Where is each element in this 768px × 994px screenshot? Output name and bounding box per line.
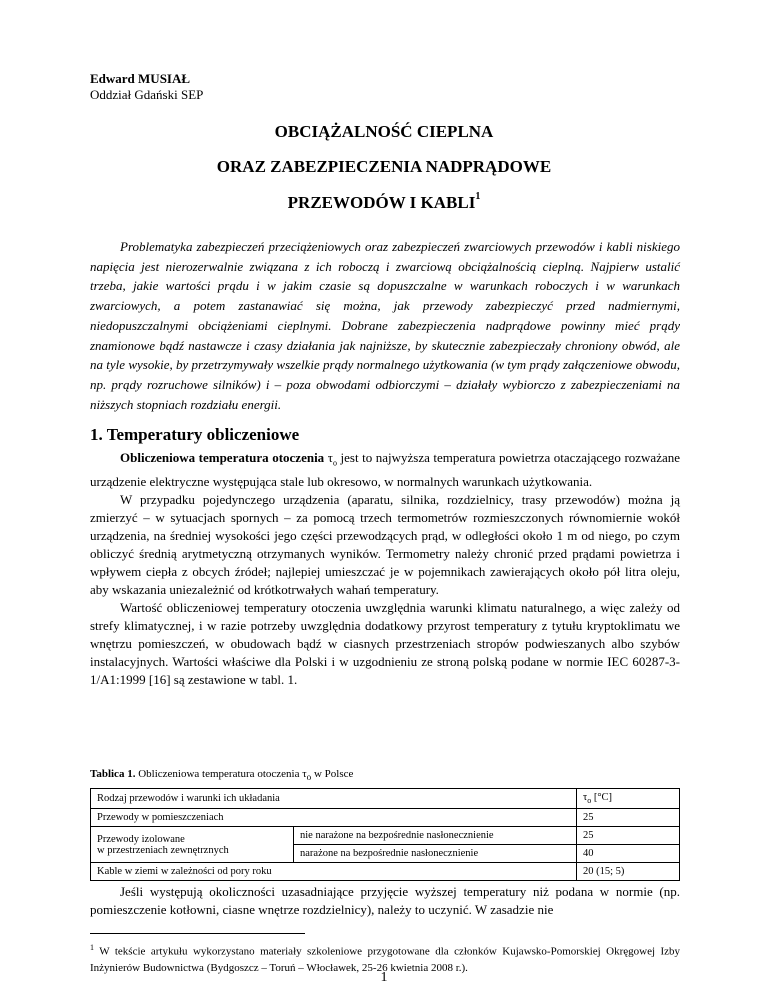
tau-symbol: $\tau_o$ — [327, 450, 337, 468]
abstract: Problematyka zabezpieczeń przeciążeniowych oraz zabezpieczeń zwarciowych przewodów i kabli niskiego napięcia jest nierozerwalnie związana z ich roboczą i zwarciową obciążalnością cieplną. Najpierw ustalić trzeba, jakie wartości prądu i w jakim czasie są dopuszczalne w warunkach roboczych i w warunkach zwarciowych, a potem zastanawiać się można, jak przewody zabezpieczyć przed nadmiernymi, niedopuszczalnymi obciążeniami cieplnymi. Dobrane zabezpieczenia nadprądowe powinny mieć prądy znamionowe bądź nastawcze i czasy działania jak najniższe, by skutecznie zabezpieczały chroniony obwód, ale na tyle wysokie, by przetrzymywały wszelkie prądy normalnego użytkowania (w tym prądy załączeniowe obwodu, np. prądy rozruchowe silników) i – poza obwodami odbiorczymi – działały wybiorczo z zabezpieczeniami na niższych stopniach rozdziału energii. — [90, 239, 680, 412]
author-affiliation: Oddział Gdański SEP — [90, 87, 204, 102]
footnote: $^1$ W tekście artykułu wykorzystano materiały szkoleniowe przygotowane dla członków Kujawsko-Pomorskiej Okręgowej Izby Inżynierów Budownictwa (Bydgoszcz – Toruń – Włocławek, 25-26 kwietnia 2008 r.). — [90, 943, 680, 974]
table-row: Przewody w pomieszczeniach 25 — [91, 809, 680, 827]
title-line-1: OBCIĄŻALNOŚĆ CIEPLNA — [274, 122, 494, 141]
title-line-2: ORAZ ZABEZPIECZENIA NADPRĄDOWE — [216, 157, 552, 176]
table-header-right: $\tau_o$ [°C] — [577, 789, 680, 809]
paragraph-3: Wartość obliczeniowej temperatury otoczenia uwzględnia warunki klimatu naturalnego, a więc zależy od strefy klimatycznej, i w razie potrzeby uwzględnia dodatkowy przyrost temperatury z tytułu kryptoklimatu we wnętrzu pomieszczeń, w obudowach bądź w ciasnych przestrzeniach stropów podwieszanych albo szybów instalacyjnych. Wartości właściwe dla Polski i w uzgodnieniu ze stroną polską podane w normie IEC 60287-3-1/A1:1999 [16] są zestawione w tabl. 1. — [90, 599, 680, 687]
paragraph-2: W przypadku pojedynczego urządzenia (aparatu, silnika, rozdzielnicy, trasy przewodów) można ją zmierzyć – w sytuacjach spornych – za pomocą trzech termometrów rozmieszczonych równomiernie wokół urządzenia, na średniej wysokości jego części przewodzących prąd, w odległości około 1 m od niego, po czym obliczyć średnią arytmetyczną otrzymanych wyników. Termometry należy chronić przed prądami powietrza i wpływem ciepła z obcych źródeł; najlepiej umieszczać je w pojemnikach zawierających około pół litra oleju, aby wskazania uniezależnić od krótkotrwałych wahań temperatury. — [90, 491, 680, 597]
table-header-left: Rodzaj przewodów i warunki ich układania — [91, 789, 577, 809]
author-block — [90, 71, 203, 103]
title-footnote-mark: 1 — [475, 191, 481, 203]
table-row: Przewody izolowane w przestrzeniach zewnętrznych nie narażone na bezpośrednie nasłonecznienie 25 — [91, 827, 680, 845]
table-caption: Tablica 1. Obliczeniowa temperatura otoczenia $\tau_o$ w Polsce — [90, 768, 354, 783]
section-body — [90, 449, 680, 689]
section-heading: 1. Temperatury obliczeniowe — [90, 425, 300, 444]
page-number: 1 — [380, 970, 388, 985]
table-header-row — [91, 789, 680, 809]
table-group-label: Przewody izolowane w przestrzeniach zewnętrznych — [91, 827, 294, 863]
paragraph-1: Obliczeniowa temperatura otoczenia $\tau_o$ jest to najwyższa temperatura powietrza otaczającego rozważane urządzenie elektryczne występująca stale lub okresowo, w normalnych warunkach użytkowania. — [90, 450, 681, 489]
table-ambient-temperature — [90, 788, 680, 881]
title-line-3: PRZEWODÓW I KABLI$^1$ — [287, 191, 481, 212]
paragraph-4: Jeśli występują okoliczności uzasadniające przyjęcie wyższej temperatury niż podana w normie (np. pomieszczenie kotłowni, ciasne wnętrze rozdzielnicy), należy to uczynić. W zasadzie nie — [90, 884, 680, 917]
table-row: narażone na bezpośrednie nasłonecznienie 40 — [91, 845, 680, 863]
footnote-divider — [90, 933, 305, 934]
author-name: Edward MUSIAŁ — [90, 71, 191, 86]
table-row: Kable w ziemi w zależności od pory roku 20 (15; 5) — [91, 863, 680, 881]
